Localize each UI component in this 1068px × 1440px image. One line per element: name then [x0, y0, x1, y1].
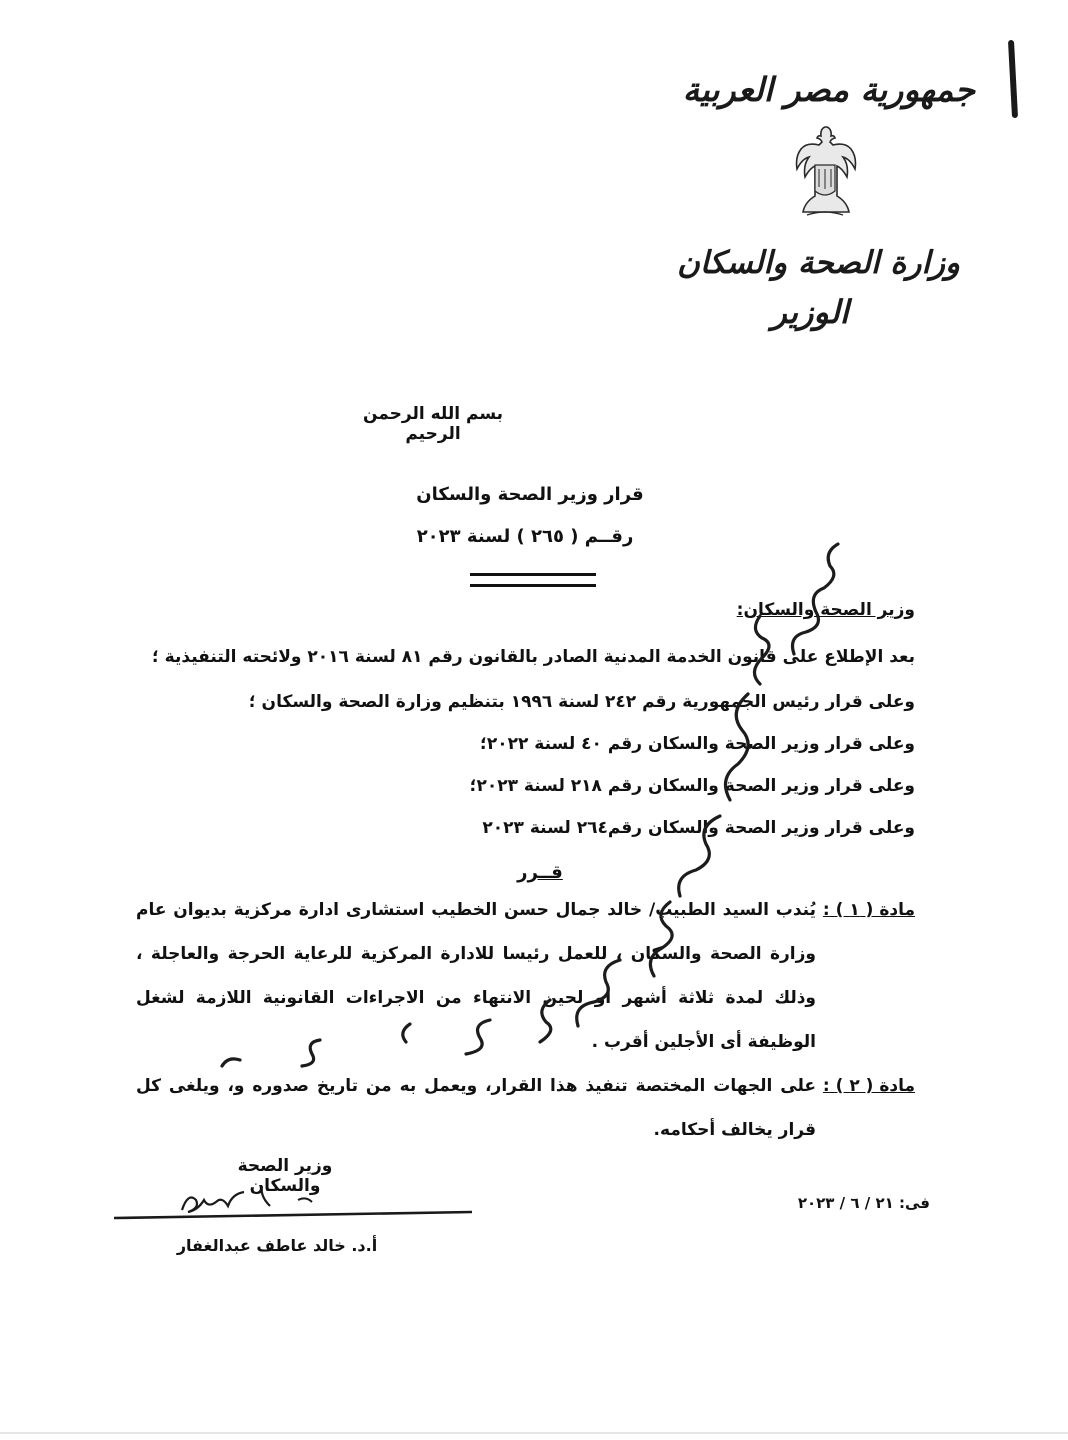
preamble-line: وعلى قرار وزير الصحة والسكان رقم ٤٠ لسنة ٢٠٢٢؛ — [480, 734, 915, 754]
minister-title: الوزير — [771, 293, 849, 331]
preamble-line: وعلى قرار وزير الصحة والسكان رقم٢٦٤ لسنة ٢٠٢٣ — [482, 818, 915, 838]
stamp-text: مديرية الشئون الصحية بالقليوبية — [186, 520, 200, 521]
decree-number: رقــم ( ٢٦٥ ) لسنة ٢٠٢٣ — [416, 526, 634, 547]
preamble-line: وعلى قرار وزير الصحة والسكان رقم ٢١٨ لسنة ٢٠٢٣؛ — [469, 776, 915, 796]
article-1-text: يُندب السيد الطبيب/ خالد جمال حسن الخطيب استشارى ادارة مركزية بديوان عام وزارة الصحة والسكان ، للعمل رئيسا للادارة المركزية للرعاية الحرجة والعاجلة ، وذلك لمدة ثلاثة أشهر أو لحين الانتهاء من الاجراءات القانونية اللازمة لشغل الوظيفة أى الأجلين أقرب . — [136, 900, 816, 1052]
egypt-eagle-emblem-icon — [785, 123, 865, 223]
article-2-label: مادة ( ٢ ) : — [822, 1076, 915, 1096]
letterhead — [677, 70, 975, 331]
handwritten-signature — [110, 1180, 480, 1230]
country-name: جمهورية مصر العربية — [682, 70, 975, 109]
decree-date: فى: ٢١ / ٦ / ٢٠٢٣ — [797, 1194, 930, 1212]
addressee: وزير الصحة والسكان: — [736, 600, 915, 620]
article-1-label: مادة ( ١ ) : — [822, 900, 915, 920]
ministry-name: وزارة الصحة والسكان — [677, 245, 960, 281]
basmala: بسم الله الرحمن الرحيم — [362, 404, 504, 444]
decides-heading: قــرر — [517, 862, 563, 883]
signature-title: وزير الصحة والسكان — [237, 1156, 333, 1196]
title-divider — [470, 573, 596, 587]
preamble-line: بعد الإطلاع على قانون الخدمة المدنية الصادر بالقانون رقم ٨١ لسنة ٢٠١٦ ولائحته التنفيذية ؛ — [151, 647, 915, 667]
page-number-mark — [1008, 40, 1018, 118]
signatory-name: أ.د. خالد عاطف عبدالغفار — [176, 1236, 378, 1255]
preamble-line: وعلى قرار رئيس الجمهورية رقم ٢٤٢ لسنة ١٩٩٦ بتنظيم وزارة الصحة والسكان ؛ — [248, 692, 915, 712]
decree-title: قرار وزير الصحة والسكان — [416, 484, 644, 505]
scan-edge — [0, 1432, 1068, 1434]
article-2-text: على الجهات المختصة تنفيذ هذا القرار، ويعمل به من تاريخ صدوره و، ويلغى كل قرار يخالف أحكامه. — [136, 1076, 816, 1140]
